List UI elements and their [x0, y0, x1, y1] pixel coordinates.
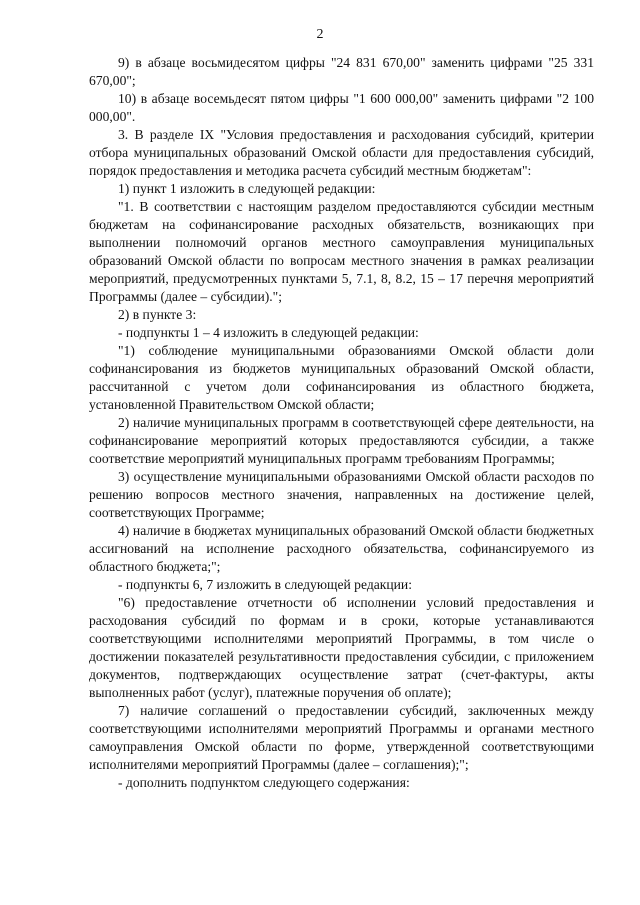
- paragraph-subitem-3: 3) осуществление муниципальными образованиями Омской области расходов по решению вопросов местного значения, направленных на достижение целей, соответствующих Программе;: [89, 469, 594, 520]
- paragraph-subitem-1: "1) соблюдение муниципальными образованиями Омской области доли софинансирования из бюджетов муниципальных образований Омской области, рассчитанной с учетом доли софинансирования из областного бюджета, установленной Правительством Омской области;: [89, 343, 594, 412]
- document-body: [89, 54, 594, 792]
- paragraph-subitems-6-7: - подпункты 6, 7 изложить в следующей редакции:: [118, 577, 412, 592]
- paragraph-item-2: 2) в пункте 3:: [118, 307, 197, 322]
- paragraph-9: 9) в абзаце восьмидесятом цифры "24 831 670,00" заменить цифрами "25 331 670,00";: [89, 55, 594, 88]
- paragraph-10: 10) в абзаце восемьдесят пятом цифры "1 600 000,00" заменить цифрами "2 100 000,00".: [89, 91, 594, 124]
- paragraph-subitem-6: "6) предоставление отчетности об исполнении условий предоставления и расходования субсидий по формам и в сроки, которые устанавливаются соответствующими исполнителями мероприятий Программы, в том числе о достижении показателей результативности предоставления субсидии, с приложением документов, подтверждающих осуществление затрат (счет-фактуры, акты выполненных работ (услуг), платежные поручения об оплате);: [89, 595, 594, 700]
- paragraph-section-ix: 3. В разделе IX "Условия предоставления и расходования субсидий, критерии отбора муниципальных образований Омской области для предоставления субсидий, порядок предоставления и методика расчета субсидий местным бюджетам":: [89, 127, 594, 178]
- paragraph-item-1: 1) пункт 1 изложить в следующей редакции:: [118, 181, 376, 196]
- paragraph-subitem-4: 4) наличие в бюджетах муниципальных образований Омской области бюджетных ассигнований на исполнение расходного обязательства, софинансируемого из областного бюджета;";: [89, 523, 594, 574]
- paragraph-add-subitem: - дополнить подпунктом следующего содержания:: [118, 775, 410, 790]
- page-number: 2: [316, 27, 324, 42]
- paragraph-subitem-7: 7) наличие соглашений о предоставлении субсидий, заключенных между соответствующими исполнителями мероприятий Программы и органами местного самоуправления Омской области по форме, утвержденной соответствующими исполнителями мероприятий Программы (далее – соглашения);";: [89, 703, 594, 772]
- paragraph-subitems-1-4: - подпункты 1 – 4 изложить в следующей редакции:: [118, 325, 419, 340]
- paragraph-item-1-text: "1. В соответствии с настоящим разделом предоставляются субсидии местным бюджетам на софинансирование расходных обязательств, возникающих при выполнении полномочий органов местного самоуправления муниципальных образований Омской области по вопросам местного значения в рамках реализации мероприятий, предусмотренных пунктами 5, 7.1, 8, 8.2, 15 – 17 перечня мероприятий Программы (далее – субсидии).";: [89, 199, 594, 304]
- paragraph-subitem-2: 2) наличие муниципальных программ в соответствующей сфере деятельности, на софинансирование мероприятий которых предоставляются субсидии, а также соответствие мероприятий муниципальных программ требованиям Программы;: [89, 415, 594, 466]
